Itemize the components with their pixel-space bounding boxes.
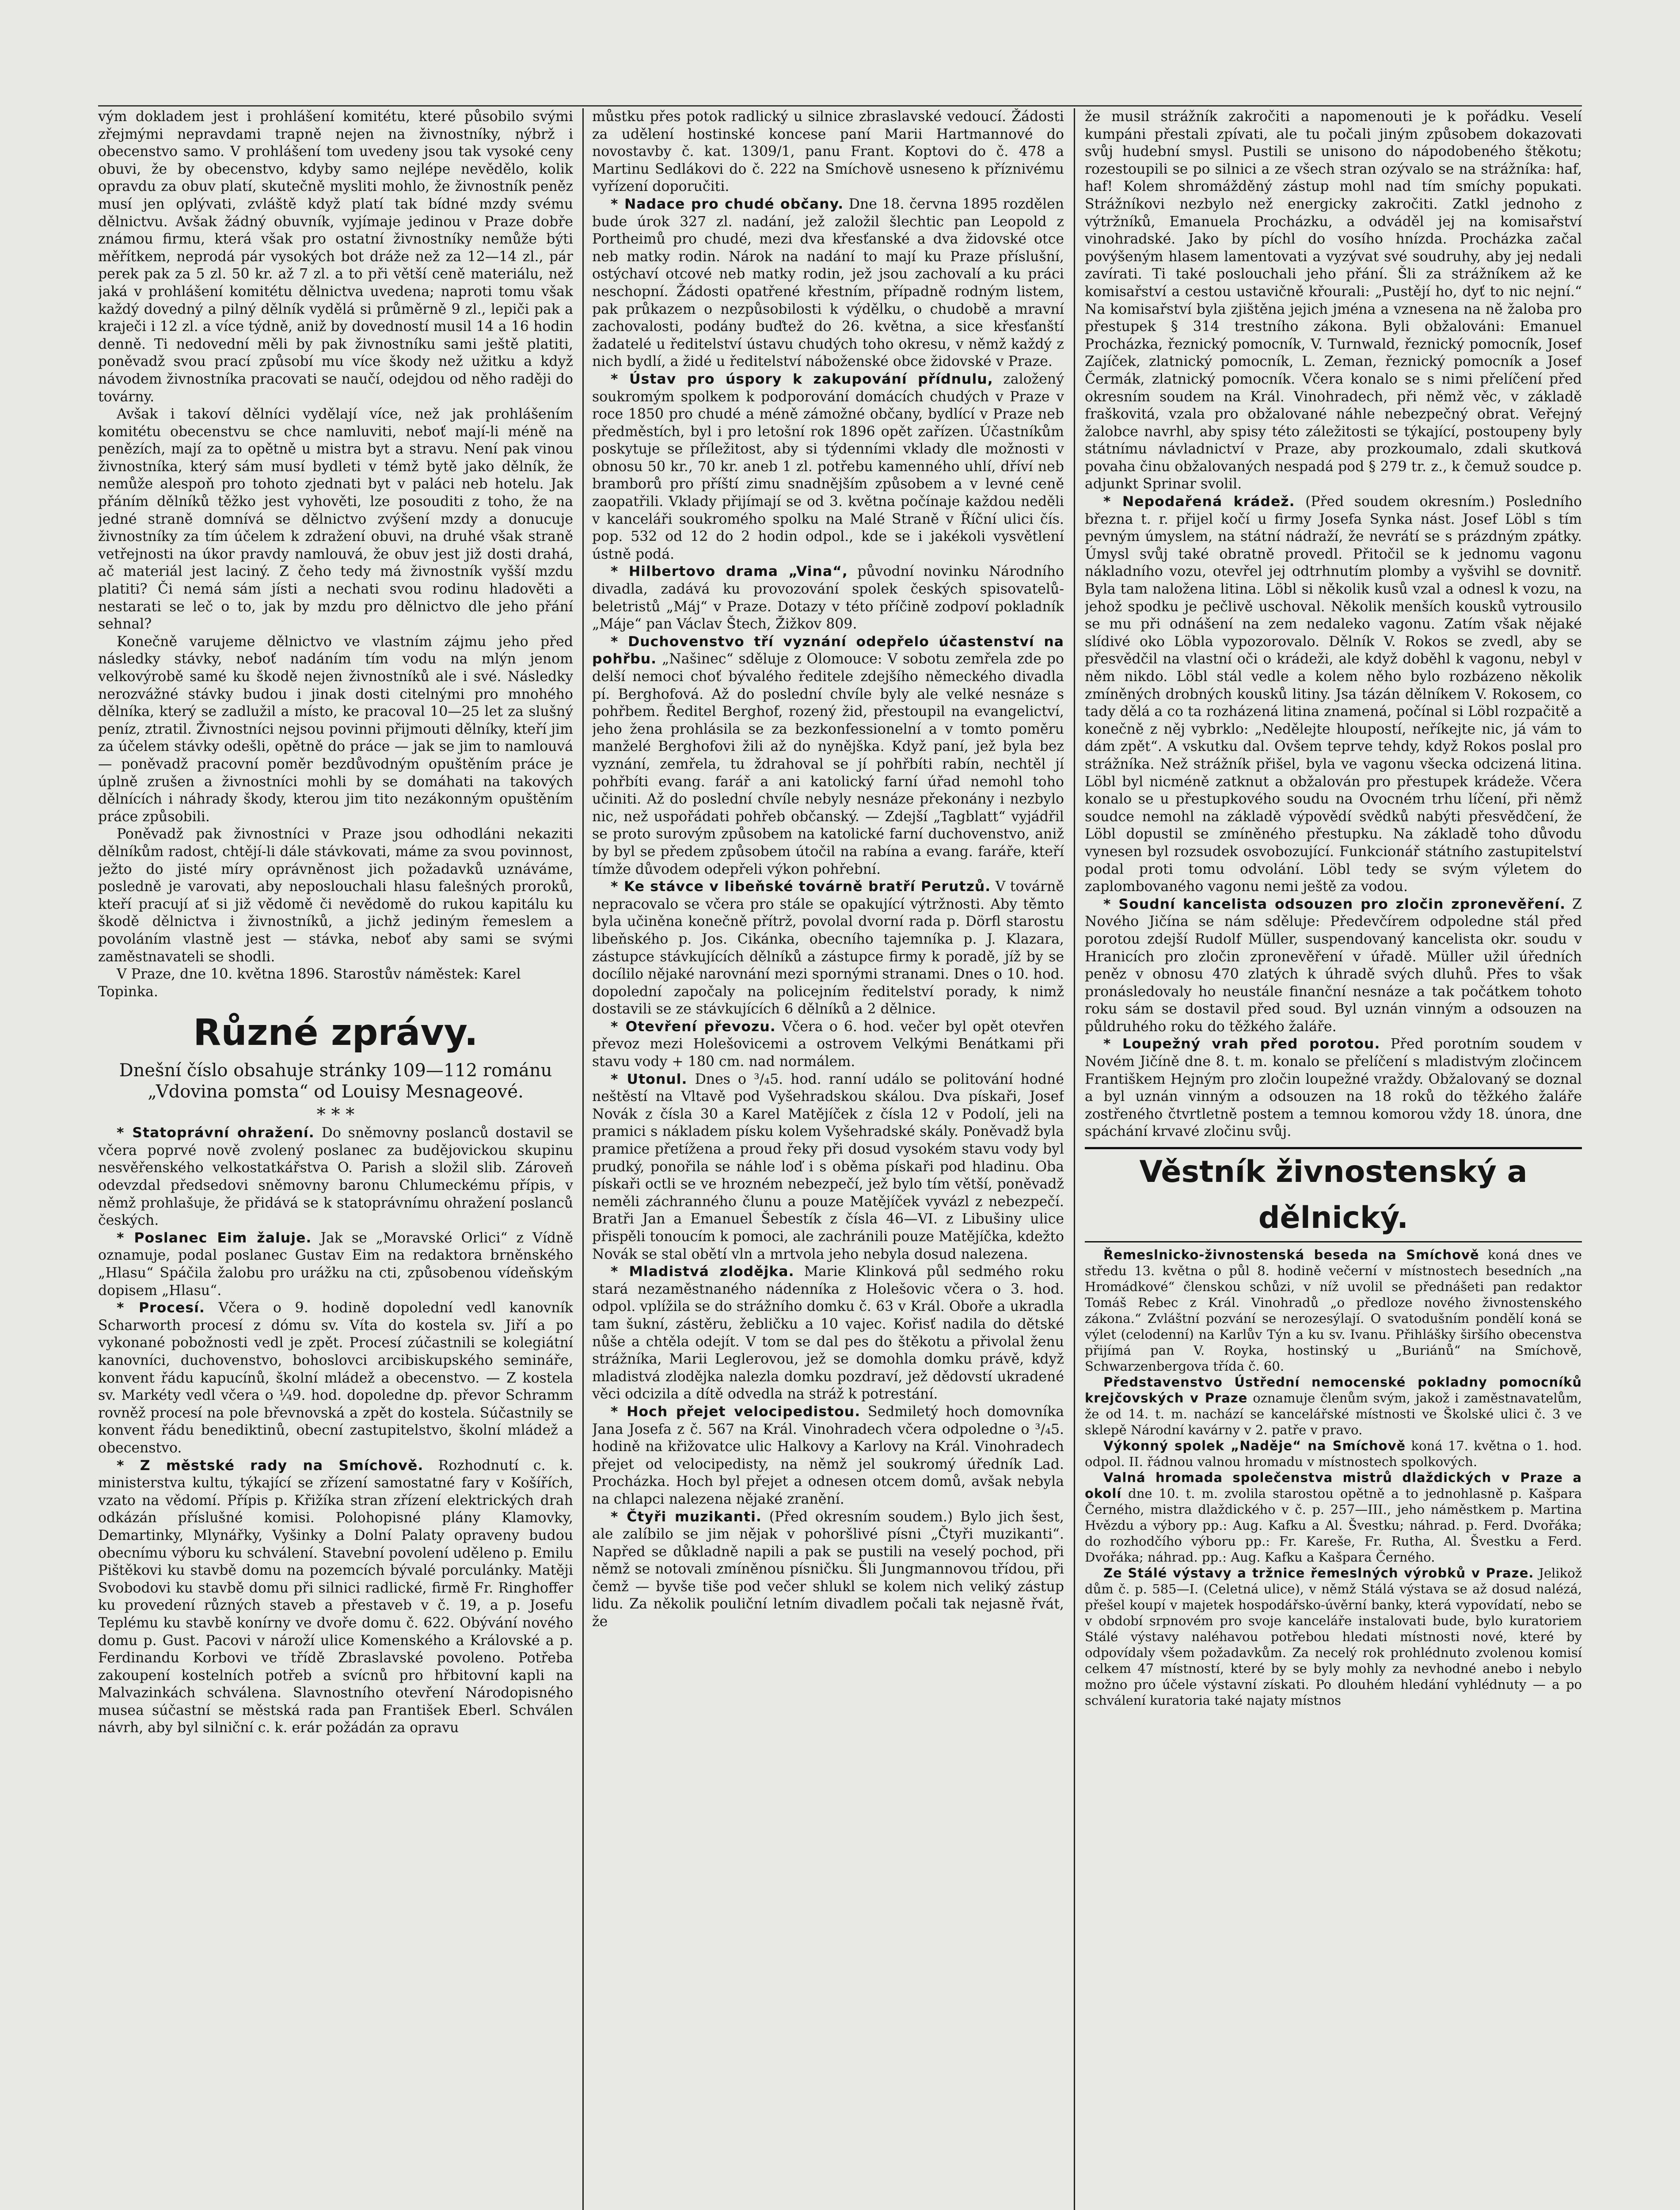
news-text: že musil strážník zakročiti a napomenouti je k pořádku. Veselí kumpáni přestali zpívati, ale tu počali jiným způsobem dokazovati svůj hudební smysl. Pustili se unisono do nápodobeného štěkotu; rozestoupili se po silnici a ze všech stran ozývalo se na strážníka: haf, haf! Kolem shromážděný zástup mohl nad tím smíchy popukati. Strážníkovi nezbylo než energicky zakročiti. Zatkl jednoho z výtržníků, Emanuela Procházku, a odváděl jej na komisařství vinohradské. Jako by píchl do vosího hnízda. Procházka začal povýšeným hlasem lamentovati a vyzývat své soudruhy, aby jej nedali zavírati. Ti také poslouchali jeho přání. Šli za strážníkem až ke komisařství a cestou ustavičně křourali: „Pustějí ho, dyť to nic nejní.“ Na komisařství byla zjištěna jejich jména a vznesena na ně žaloba pro přestupek § 314 trestního zákona. Byli obžalováni: Emanuel Procházka, řeznický pomocník, V. Turnwald, řeznický pomocník, Josef Zajíček, zlatnický pomocník, L. Zeman, řeznický pomocník a Josef Čermák, zlatnický pomocník. Včera konalo se s nimi přelíčení před okresním soudem na Král. Vinohradech, při němž věc, v základě fraškovitá, vzala pro obžalované náhle nebezpečný obrat. Veřejný žalobce navrhl, aby spisy této záležitosti se týkající, postoupeny byly státnímu návladnictví v Praze, aby prozkoumalo, zdali skutková povaha činu obžalovaných nespadá pod § 279 tr. z., k čemuž soudce p. adjunkt Sprinar svolil. — [1085, 109, 1582, 492]
bulletin-heading: Řemeslnicko-živnostenská beseda na Smíchově — [1103, 1247, 1479, 1263]
bulletin-heading: Ze Stálé výstavy a tržnice řemeslných výrobků v Praze. — [1103, 1566, 1534, 1581]
news-text: Dne 18. června 1895 rozdělen bude úrok 327 zl. nadání, jež založil šlechtic pan Leopold z Portheimů pro chudé, mezi dva křesťanské a dva židovské otce neb matky rodin. Nárok na nadání to mají ku Praze příslušní, ostýchaví otcové neb matky rodin, jež jsou zachovalí a ku práci neschopní. Žádosti opatřené křestním, případně rodným listem, pak průkazem o nezpůsobilosti k výdělku, o chudobě a mravní zachovalosti, podány buďtež do 26. května, a sice křesťanští žadatelé u ředitelství ústavu chudých toho okresu, v němž každý z nich bydlí, a židé u ředitelství náboženské obce židovské v Praze. — [592, 196, 1064, 370]
bulletin-heading: Valná hromada společenstva mistrů dlaždických v Praze a okolí — [1085, 1470, 1582, 1501]
news-text: Včera o 9. hodině dopolední vedl kanovník Scharworth procesí z dómu sv. Víta do kostela sv. Jiří a po vykonané pobožnosti vedl je zpět. Procesí zúčastnili se kolegiátní kanovníci, duchovenstvo, bohoslovci arcibiskupského semináře, konvent řádu kapucínů, školní mládež a obecenstvo. — Z kostela sv. Markéty vedl včera o ¼9. hod. dopoledne dp. převor Schramm rovněž procesí na pole břevnovská a zpět do kostela. Súčastnily se konvent řádu benediktinů, obecní zastupitelstvo, školní mládež a obecenstvo. — [98, 1300, 573, 1456]
news-heading: * Soudní kancelista odsouzen pro zločin zpronevěření. — [1103, 896, 1566, 912]
news-text: Dnes o ³/₄5. hod. ranní událo se politování hodné neštěstí na Vltavě pod Vyšehradskou skálou. Dva pískaři, Josef Novák z čísla 30 a Karel Matějíček z čísla 12 v Podolí, jeli na pramici s nákladem písku kolem Vyšehradské skály. Poněvadž byla pramice přetížena a proud řeky při dosud vysokém stavu vody byl prudký, ponořila se náhle loď i s oběma pískaři pod hladinu. Oba pískaři octli se ve hrozném nebezpečí, jež bylo tím větší, poněvadž neměli záchranného člunu a pouze Matějíček vyvázl z nebezpečí. Bratři Jan a Emanuel Šebestík z čísla 46—VI. z Libušiny ulice přispěli tonoucím k pomoci, ale zachránili pouze Matějíčka, kdežto Novák se stal obětí vln a mrtvola jeho nebyla dosud nalezena. — [592, 1071, 1064, 1262]
news-heading: * Mladistvá zlodějka. — [611, 1264, 794, 1280]
news-text: Z Nového Jičína se nám sděluje: Předevčírem odpoledne stál před porotou zdejší Rudolf Müller, suspendovaný kancelista okr. soudu v Hranicích pro zločin zpronevěření v úřadě. Müller užil úředních peněz v obnosu 470 zlatých k úhradě svých dluhů. Přes to však pronásledovaly ho neustále finanční nesnáze a tak počátkem tohoto roku sám se dostavil před soud. Byl uznán vinným a odsouzen na půldruhého roku do těžkého žaláře. — [1085, 896, 1582, 1035]
section-title: Různé zprávy. — [193, 1012, 478, 1054]
news-heading: * Procesí. — [117, 1300, 205, 1316]
news-heading: * Otevření převozu. — [611, 1018, 776, 1035]
article-signature: V Praze, dne 10. května 1896. Starostův náměstek: Karel Topinka. — [98, 966, 521, 1000]
section-lead: Dnešní číslo obsahuje stránky 109—112 románu „Vdovina pomsta“ od Louisy Mesnageové. — [119, 1060, 552, 1102]
news-text: (Před soudem okresním.) Posledního března t. r. přijel kočí u firmy Josefa Synka nást. Josef Löbl s tím pevným úmyslem, na státní nádraží, že nevrátí se s prázdným zpátky. Úmysl svůj také obratně provedl. Přitočil se k jednomu vagonu nákladního vozu, otevřel jej odtrhnutím plomby a vyšvihl se dovnitř. Byla tam naložena litina. Löbl si několik kusů vzal a odnesl k vozu, na jehož spodku je pečlivě uschoval. Několik menších kousků vytrousilo se mu při odnášení na zem nedaleko vagonu. Zatím však nějaké slídivé oko Löbla vypozorovalo. Dělník V. Rokos se zvedl, aby se přesvědčil na vlastní oči o krádeži, ale když doběhl k vagonu, nebyl v něm nikdo. Löbl stál vedle a kolem něho bylo rozbázeno několik zmíněných drobných kousků litiny. Jsa tázán dělníkem V. Rokosem, co tady dělá a co ta rozházená litina znamená, počínal si Löbl rozpačitě a konečně z něj vybrklo: „Nedělejte hloupostí, neříkejte nic, já vám to dám zpět“. A vskutku dal. Ovšem teprve tehdy, když Rokos poslal pro strážníka. Než strážník přišel, byla ve vagonu všecka odcizená litina. Löbl byl nicméně zatknut a obžalován pro přestupek krádeže. Včera konalo se u přestupkového soudu na Ovocném trhu líčení, při němž soudce nemohl na základě výpovědí svědků nabýti přesvědčení, že Löbl dopustil se zmíněného přestupku. Na základě toho důvodu vynesen byl rozsudek osvobozující. Funkcionář státního zastupitelství podal proti tomu odvolání. Löbl tedy se svým výletem do zaplombovaného vagonu nemi ještě za vodou. — [1085, 494, 1582, 895]
news-text: Jak se „Moravské Orlici“ z Vídně oznamuje, podal poslanec Gustav Eim na redaktora brněnského „Hlasu“ Spáčila žalobu pro urážku na cti, způsobenou vídeňským dopisem „Hlasu“. — [98, 1230, 573, 1299]
bulletin-heading: Výkonný spolek „Naděje“ na Smíchově — [1103, 1438, 1406, 1454]
bulletin-text: dne 10. t. m. zvolila starostou opětně a to jednohlasně p. Kašpara Černého, mistra dlaždického v č. p. 257—III., jeho náměstkem p. Martina Hvězdu a výbory pp.: Aug. Kafku a Al. Švestku; náhrad. p. Ferd. Dvořáka; do rozhodčího výboru pp.: Fr. Kareše, Fr. Rutha, Al. Švestku a Ferd. Dvořáka; náhrad. pp.: Aug. Kafku a Kašpara Černého. — [1085, 1486, 1582, 1565]
news-heading: * Ke stávce v libeňské továrně bratří Perutzů. — [611, 879, 991, 895]
news-heading: * Poslanec Eim žaluje. — [117, 1230, 312, 1246]
column-3 — [1085, 108, 1582, 2210]
article-paragraph: Poněvadž pak živnostníci v Praze jsou odhodláni nekaziti dělníkům radost, chtějí-li dále stávkovati, máme za svou povinnost, ježto do jisté míry oprávněnost jich požadavků uznáváme, posledně je varovati, aby neposlouchali hlasu falešných proroků, kteří pracují ať si již vědomě či nevědomě do rukou kapitálu ku škodě dělnictva i živnostníků, a jichž jediným řemeslem a povoláním vlastně jest — stávka, neboť aby sami se svými zaměstnavateli se shodli. — [98, 826, 573, 965]
column-2 — [592, 108, 1064, 2210]
news-heading: * Hoch přejet velocipedistou. — [611, 1403, 861, 1420]
bulletin-text: koná 17. května o 1. hod. odpol. II. řádnou valnou hromadu v místnostech spolkových. — [1085, 1438, 1582, 1470]
column-divider — [582, 108, 584, 2210]
news-heading: * Hilbertovo drama „Vina“, — [611, 564, 848, 580]
article-paragraph: Avšak i takoví dělníci vydělají více, než jak prohlášením komitétu obecenstvu se chce namluviti, neboť mají-li méně na penězích, mají za to opětně u mistra byt a stravu. Není pak vinou živnostníka, který sám musí bydleti v témž bytě jako dělník, že nemůže alespoň pro tohoto zjednati byt v paláci neb hotelu. Jak přáním dělníků těžko jest vyhověti, lze posouditi z toho, že na jedné straně domnívá se dělnictvo zvýšení mzdy a donucuje živnostníky za tím účelem k zdražení obuvi, na druhé však straně vetřejnosti na úkor pravdy namlouvá, že obuv jest již dosti drahá, ač materiál jest laciný. Z čeho tedy má živnostník vyšší mzdu platiti? Či nemá sám jísti a nechati svou rodinu hladověti a nestarati se leč o to, jak by mzdu pro dělnictvo dle jeho přání sehnal? — [98, 406, 573, 633]
news-text: „Našinec“ sděluje z Olomouce: V sobotu zemřela zde po delší nemoci choť bývalého ředitele zdejšího německého divadla pí. Berghofová. Až do poslední chvíle byly ale velké nesnáze s pohřbem. Ředitel Berghof, rozený žid, přestoupil na evangelictví, jeho žena prohlásila se za bezkonfessionelní a v tomto poměru manželé Berghofovi žili až do nynějška. Když paní, jež byla bez vyznání, zemřela, tu ždrahoval se jí pohřbíti rabín, nechtěl jí pohřbíti evang. farář a ani katolický farní úřad nemohl toho učiniti. Až do poslední chvíle nebyly nesnáze překonány i nezbylo nic, než uspořádati pohřeb občanský. — Zdejší „Tagblatt“ vyjádřil se proto surovým způsobem na katolické farní duchovenstvo, aniž by byl se předem způsobem útočil na rabína a evang. faráře, kteří tímže důvodem odepřeli výkon pohřební. — [592, 651, 1064, 877]
news-text: můstku přes potok radlický u silnice zbraslavské vedoucí. Žádosti za udělení hostinské koncese paní Marii Hartmannové do novostavby č. kat. 1309/1, panu Frant. Koptovi do č. 478 a Martinu Sedlákovi do č. 222 na Smíchově usneseno k příznivému vyřízení doporučiti. — [592, 109, 1064, 195]
news-text: původní novinku Národního divadla, zadává ku provozování spolek českých spisovatelů-beletristů „Máj“ v Praze. Dotazy v této příčině zodpoví pokladník „Máje“ pan Václav Štech, Žižkov 809. — [592, 564, 1064, 633]
article-paragraph: vým dokladem jest i prohlášení komitétu, které působilo svými zřejmými nepravdami trapně nejen na živnostníky, nýbrž i obecenstvo samo. V prohlášení tom uvedeny jsou tak vysoké ceny obuvi, že by obecenstvo, kdyby samo nejlépe nevědělo, kolik opravdu za obuv platí, skutečně mysliti mohlo, že živnostník peněz musí jen oplývati, zvláště když platí tak bídné mzdy svému dělnictvu. Avšak žádný obuvník, vyjímaje jedinou v Praze dobře známou firmu, která však pro ostatní živnostníky nemůže býti měřítkem, neprodá pár vysokých bot dráže než za 12—14 zl., pár perek pak za 5 zl. 50 kr. až 7 zl. a to při větší ceně materiálu, než jaká v prohlášení komitétu dělnictva uvedena; naproti tomu však každý dovedný a pilný dělník vydělá si průměrně 9 zl., lepiči pak a kraječi i 12 zl. a více týdně, aniž by dovedností musil 14 a 16 hodin denně. Ti nedovední měli by pak živnostníku sami ještě platiti, poněvadž svou prací způsobí mu více škody než užitku a když návodem živnostníka pracovati se naučí, odejdou od něho raději do továrny. — [98, 109, 573, 405]
news-heading: * Utonul. — [611, 1071, 688, 1087]
bulletin-text: Jelikož dům č. p. 585—I. (Celetná ulice), v němž Stálá výstava se až dosud nalézá, přešel koupí v majetek hospodářsko-úvěrní banky, která vypovídatí, nebo se v období srpnovém pro svoje kanceláře instalovati bude, bylo kuratoriem Stálé výstavy naléhavou potřebou hledati místnosti nové, které by odpovídaly všem požadavkům. Za necelý rok prohlédnuto zvolenou komisí celkem 47 místností, které by se byly mohly za nevhodné anebo i nebylo možno pro účele výstavní získati. Po dlouhém hledání vyhlédnuty — a po schválení kuratoria také najaty místnos — [1085, 1566, 1582, 1708]
bulletin-heading: Představenstvo Ústřední nemocenské pokladny pomocníků krejčovských v Praze — [1085, 1375, 1582, 1406]
bulletin-title: Věstník živnostenský a dělnický. — [1085, 1147, 1582, 1242]
article-paragraph: Konečně varujeme dělnictvo ve vlastním zájmu jeho před následky stávky, neboť nadáním tím vodu na mlýn jenom velkovýrobě samé ku škodě nejen živnostníků ale i své. Následky nerozvážné stávky budou i jinak dosti citelnými pro mnohého dělníka, který se zadlužil a místo, ke pracoval 10—25 let za slušný peníz, ztratil. Živnostníci nejsou povinni přijmouti dělníky, kteří jim za účelem stávky odešli, opětně do práce — jak se jim to namlouvá — poněvadž pracovní poměr bezdůvodným opuštěním práce je úplně zrušen a živnostníci mohli by se domáhati na takových dělnících i náhrady škody, kterou jim tito nezákonným opuštěním práce způsobili. — [98, 633, 573, 825]
bulletin-text: oznamuje členům svým, jakož i zaměstnavatelům, že od 14. t. m. nachází se kancelářské místnosti ve Školské ulici č. 3 ve sklepě Národní kavárny v 2. patře v pravo. — [1085, 1391, 1582, 1438]
top-rule — [98, 105, 1582, 107]
news-heading: * Ústav pro úspory k zakupování přídnulu, — [611, 371, 993, 387]
news-heading: * Nadace pro chudé občany. — [611, 196, 844, 212]
news-text: Včera o 6. hod. večer byl opět otevřen převoz mezi Holešovicemi a ostrovem Velkými Benátkami při stavu vody + 180 cm. nad normálem. — [592, 1018, 1064, 1070]
news-heading: * Čtyři muzikanti. — [611, 1509, 762, 1525]
column-1 — [98, 108, 573, 2210]
news-heading: * Nepodařená krádež. — [1103, 494, 1295, 510]
news-text: založený soukromým spolkem k podporování domácích chudých v Praze v roce 1850 pro chudé a méně zámožné občany, bydlící v Praze neb předměstích, byl i pro letošní rok 1896 opět zařízen. Účastníkům poskytuje se příležitost, aby si týdenními vklady dle možnosti v obnosu 50 kr., 70 kr. aneb 1 zl. potřebu kamenného uhlí, dříví neb bramborů pro příští zimu snadnějším způsobem a v levné ceně zaopatřili. Vklady přijímají se od 3. května počínaje každou neděli v kanceláři soukromého spolku na Malé Straně v Říční ulici čís. pop. 532 od 12 do 2 hodin odpol., kde se i jakékoli vysvětlení ústně podá. — [592, 371, 1064, 562]
news-text: Sedmiletý hoch domovníka Jana Josefa z č. 567 na Král. Vinohradech včera odpoledne o ³/₄5. hodině na křižovatce ulic Halkovy a Karlovy na Král. Vinohradech přejet od velocipedisty, na němž jel soukromý úředník Lad. Procházka. Hoch byl přejet a odnesen otcem domů, avšak nebyla na chlapci nalezena nějaké zranění. — [592, 1403, 1064, 1507]
news-heading: * Loupežný vrah před porotou. — [1103, 1036, 1380, 1052]
news-text: Rozhodnutí c. k. ministerstva kultu, týkající se zřízení samostatné fary v Košířích, vzato na vědomí. Přípis p. Křižíka stran zřízení elektrických drah odkázán příslušné komisi. Polohopisné plány Klamovky, Demartinky, Mlynářky, Vyšinky a Dolní Palaty opraveny budou obecnímu výboru ku schválení. Stavební povolení uděleno p. Emilu Pištěkovi ku stavbě domu na pozemcích bývalé porculánky. Matěji Svobodovi ku stavbě domu při silnici radlické, firmě Fr. Ringhoffer ku provedení různých staveb a přestaveb v č. 19, a p. Josefu Teplému ku stavbě konírny ve dvoře domu č. 622. Obývání nového domu p. Gust. Pacovi v nároží ulice Komenského a Královské a p. Ferdinandu Korbovi ve třídě Zbraslavské povoleno. Potřeba zakoupení kostelních potřeb a svícnů pro hřbitovní kapli na Malvazinkách schválena. Slavnostního otevření Národopisného musea súčastní se městská rada pan František Eberl. Schválen návrh, aby byl silniční c. k. erár požádán za opravu — [98, 1457, 573, 1736]
news-text: Do sněmovny poslanců dostavil se včera poprvé nově zvolený poslanec za budějovickou skupinu nesvěřenského velkostatkářstva O. Parish a složil slib. Zároveň odevzdal předsedovi sněmovny baronu Chlumeckému přípis, v němž prohlašuje, že přidává se k statoprávnímu ohražení poslanců českých. — [98, 1125, 573, 1229]
news-text: Marie Klinková půl sedmého roku stará nezaměstnaného nádenníka z Holešovic včera o 3. hod. odpol. vplížila se do strážního domku č. 63 v Král. Oboře a ukradla tam šukní, zástěru, žebličku a 10 vajec. Kořisť nadila do dětské nůše a chtěla odejít. V tom se dal pes do štěkotu a přivolal ženu strážníka, Marii Leglerovou, jež se domohla domku právě, když mladistvá zlodějka nalezla domku pozdraví, jež dědovstí ukradené věci odcizila a dítě odvedla na stráž k potrestání. — [592, 1264, 1064, 1402]
news-text: Před porotním soudem v Novém Jičíně dne 8. t. m. konalo se přelíčení s mladistvým zločincem Františkem Hejným pro zločin loupežné vraždy. Obžalovaný se doznal a byl uznán vinným a odsouzen na 18 roků do těžkého žaláře zostřeného čtvrtletně postem a temnou komorou vždy 18. února, dne spáchání krvavé zločinu svůj. — [1085, 1036, 1582, 1140]
news-text: (Před okresním soudem.) Bylo jich šest, ale zalíbilo se jim nějak v pohoršlivé písni „Čtyři muzikanti“. Napřed se důkladně napili a pak se pustili na veselý pochod, při němž se notovali zmíněnou písničku. Šli Jungmannovou třídou, při čemž — byvše tiše pod večer shlukl se kolem nich veliký zástup lidu. Za několik pouliční letním divadlem počali tak nejasně řvát, že — [592, 1509, 1064, 1630]
news-heading: * Statoprávní ohražení. — [117, 1125, 315, 1141]
news-heading: * Z městské rady na Smíchově. — [117, 1457, 424, 1474]
separator-stars: * * * — [316, 1105, 355, 1125]
bulletin-text: koná dnes ve středu 13. května o půl 8. hodině večerní v místnostech besedních „na Hromádkové“ členskou schůzi, v níž uvolil se přednášeti pan redaktor Tomáš Rebec z Král. Vinohradů „o předloze nového živnostenského zákona.“ Zvláštní pozvání se nerozesýlají. O svatodušním pondělí koná se výlet (celodenní) na Karlův Týn a ku sv. Ivanu. Přihlášky širšího obecenstva přijímá pan V. Royka, hostinský u „Buriánů“ na Smíchově, Schwarzenbergova třída č. 60. — [1085, 1247, 1582, 1374]
column-divider — [1074, 108, 1075, 2210]
news-heading: * Duchovenstvo tří vyznání odepřelo účastenství na pohřbu. — [592, 633, 1064, 667]
news-text: V továrně nepracovalo se včera pro stále se opakující výtržnosti. Aby těmto byla učiněna konečně přítrž, povolal dvorní rada p. Dörfl starostu libeňského p. Jos. Cikánka, obecního tajemníka p. J. Klazara, zástupce stávkujících dělníků a zástupce firmy k poradě, jíž by se docílilo nějaké narovnání mezi spornými stranami. Dnes o 10. hod. dopolední započaly na policejním ředitelství porady, k nimž dostavili se ze stávkujících 6 dělníků a 2 dělnice. — [592, 879, 1064, 1017]
